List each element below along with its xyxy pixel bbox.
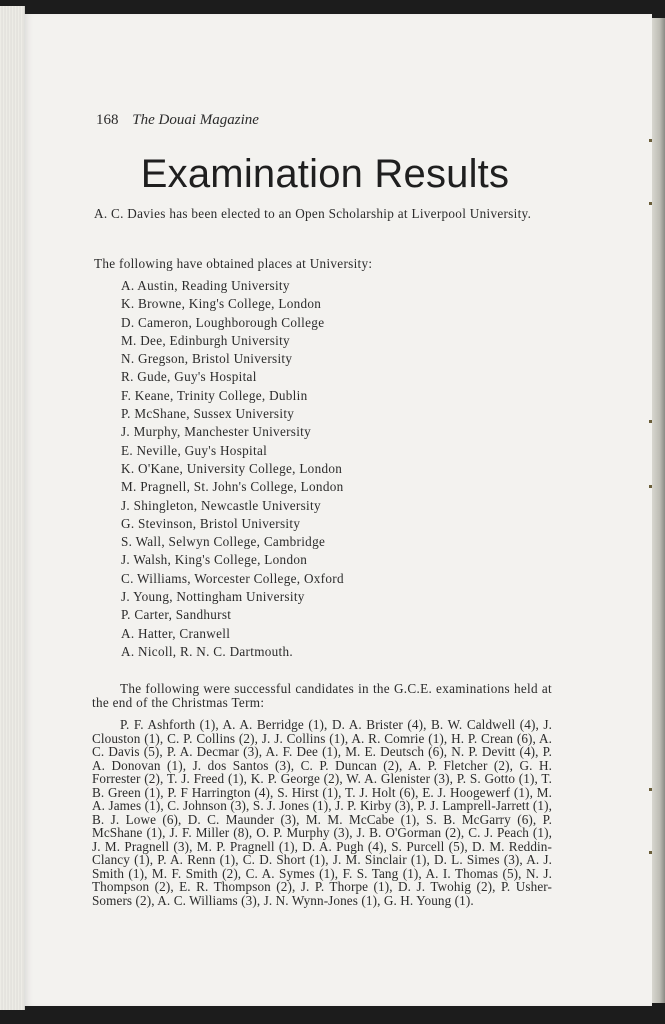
running-head: [96, 112, 259, 129]
university-place-item: J. Young, Nottingham University: [121, 589, 305, 605]
university-places-list: [121, 277, 344, 661]
university-place-item: D. Cameron, Loughborough College: [121, 314, 325, 330]
gce-candidates-paragraph: P. F. Ashforth (1), A. A. Berridge (1), D. A. Brister (4), B. W. Caldwell (4), J. Clouston (1), C. P. Collins (2), J. J. Collins (1), A. R. Comrie (1), H. P. Crean (6), A. C. Davis (5), P. A. Decmar (3), A. F. Dee (1), M. E. Deutsch (6), N. P. Devitt (4), P. A. Donovan (1), J. dos Santos (3), C. P. Duncan (2), A. P. Fletcher (2), G. H. Forrester (2), T. J. Freed (1), K. P. George (2), W. A. Glenister (3), P. S. Gotto (1), T. B. Green (1), P. F Harrington (4), S. Hirst (1), T. J. Holt (6), E. J. Hoogewerf (1), M. A. James (1), C. Johnson (3), S. J. Jones (1), J. P. Kirby (3), P. J. Lamprell-Jarrett (1), B. J. Lowe (6), D. C. Maunder (3), M. M. McCabe (1), S. B. McGarry (6), P. McShane (1), J. F. Miller (8), O. P. Murphy (3), J. B. O'Gorman (2), C. J. Peach (1), J. M. Pragnell (3), M. P. Pragnell (1), D. A. Pugh (4), S. Purcell (5), D. M. Reddin-Clancy (1), P. A. Renn (1), C. D. Short (1), J. M. Sinclair (1), D. L. Simes (3), A. J. Smith (1), M. F. Smith (2), C. A. Symes (1), F. S. Tang (1), A. I. Thomas (5), N. J. Thompson (2), E. R. Thompson (2), J. P. Thorpe (1), D. J. Twohig (2), P. Usher-Somers (2), A. C. Williams (3), J. N. Wynn-Jones (1), G. H. Young (1).: [92, 717, 552, 908]
university-place-item: M. Pragnell, St. John's College, London: [121, 479, 344, 495]
edge-mark: [649, 420, 652, 423]
edge-mark: [649, 851, 652, 854]
university-place-item: S. Wall, Selwyn College, Cambridge: [121, 534, 326, 550]
university-place-item: J. Shingleton, Newcastle University: [121, 497, 321, 513]
article-title: Examination Results: [140, 152, 510, 196]
edge-mark: [649, 485, 652, 488]
magazine-title: The Douai Magazine: [132, 112, 259, 128]
university-place-item: A. Austin, Reading University: [121, 278, 290, 293]
university-place-item: E. Neville, Guy's Hospital: [121, 442, 268, 458]
university-place-item: M. Dee, Edinburgh University: [121, 332, 290, 348]
edge-mark: [649, 139, 652, 142]
gce-intro-paragraph: The following were successful candidates in the G.C.E. examinations held at the end of the Christmas Term:: [92, 681, 552, 710]
university-place-item: J. Murphy, Manchester University: [121, 424, 312, 440]
university-place-item: P. Carter, Sandhurst: [121, 607, 232, 623]
page-number: 168: [96, 112, 119, 128]
university-place-item: K. O'Kane, University College, London: [121, 460, 343, 476]
university-place-item: A. Nicoll, R. N. C. Dartmouth.: [121, 643, 294, 659]
university-place-item: J. Walsh, King's College, London: [121, 552, 308, 568]
edge-mark: [649, 202, 652, 205]
university-place-item: A. Hatter, Cranwell: [121, 625, 231, 641]
edge-mark: [649, 788, 652, 791]
university-places-intro: The following have obtained places at University:: [94, 256, 373, 271]
university-place-item: G. Stevinson, Bristol University: [121, 515, 301, 531]
university-place-item: N. Gregson, Bristol University: [121, 351, 293, 367]
scholarship-paragraph: A. C. Davies has been elected to an Open Scholarship at Liverpool University.: [94, 206, 532, 221]
university-place-item: C. Williams, Worcester College, Oxford: [121, 570, 344, 586]
university-place-item: P. McShane, Sussex University: [121, 406, 295, 422]
university-place-item: R. Gude, Guy's Hospital: [121, 369, 257, 385]
university-place-item: F. Keane, Trinity College, Dublin: [121, 387, 308, 403]
book-right-edge: [652, 18, 665, 1003]
university-place-item: K. Browne, King's College, London: [121, 296, 322, 312]
